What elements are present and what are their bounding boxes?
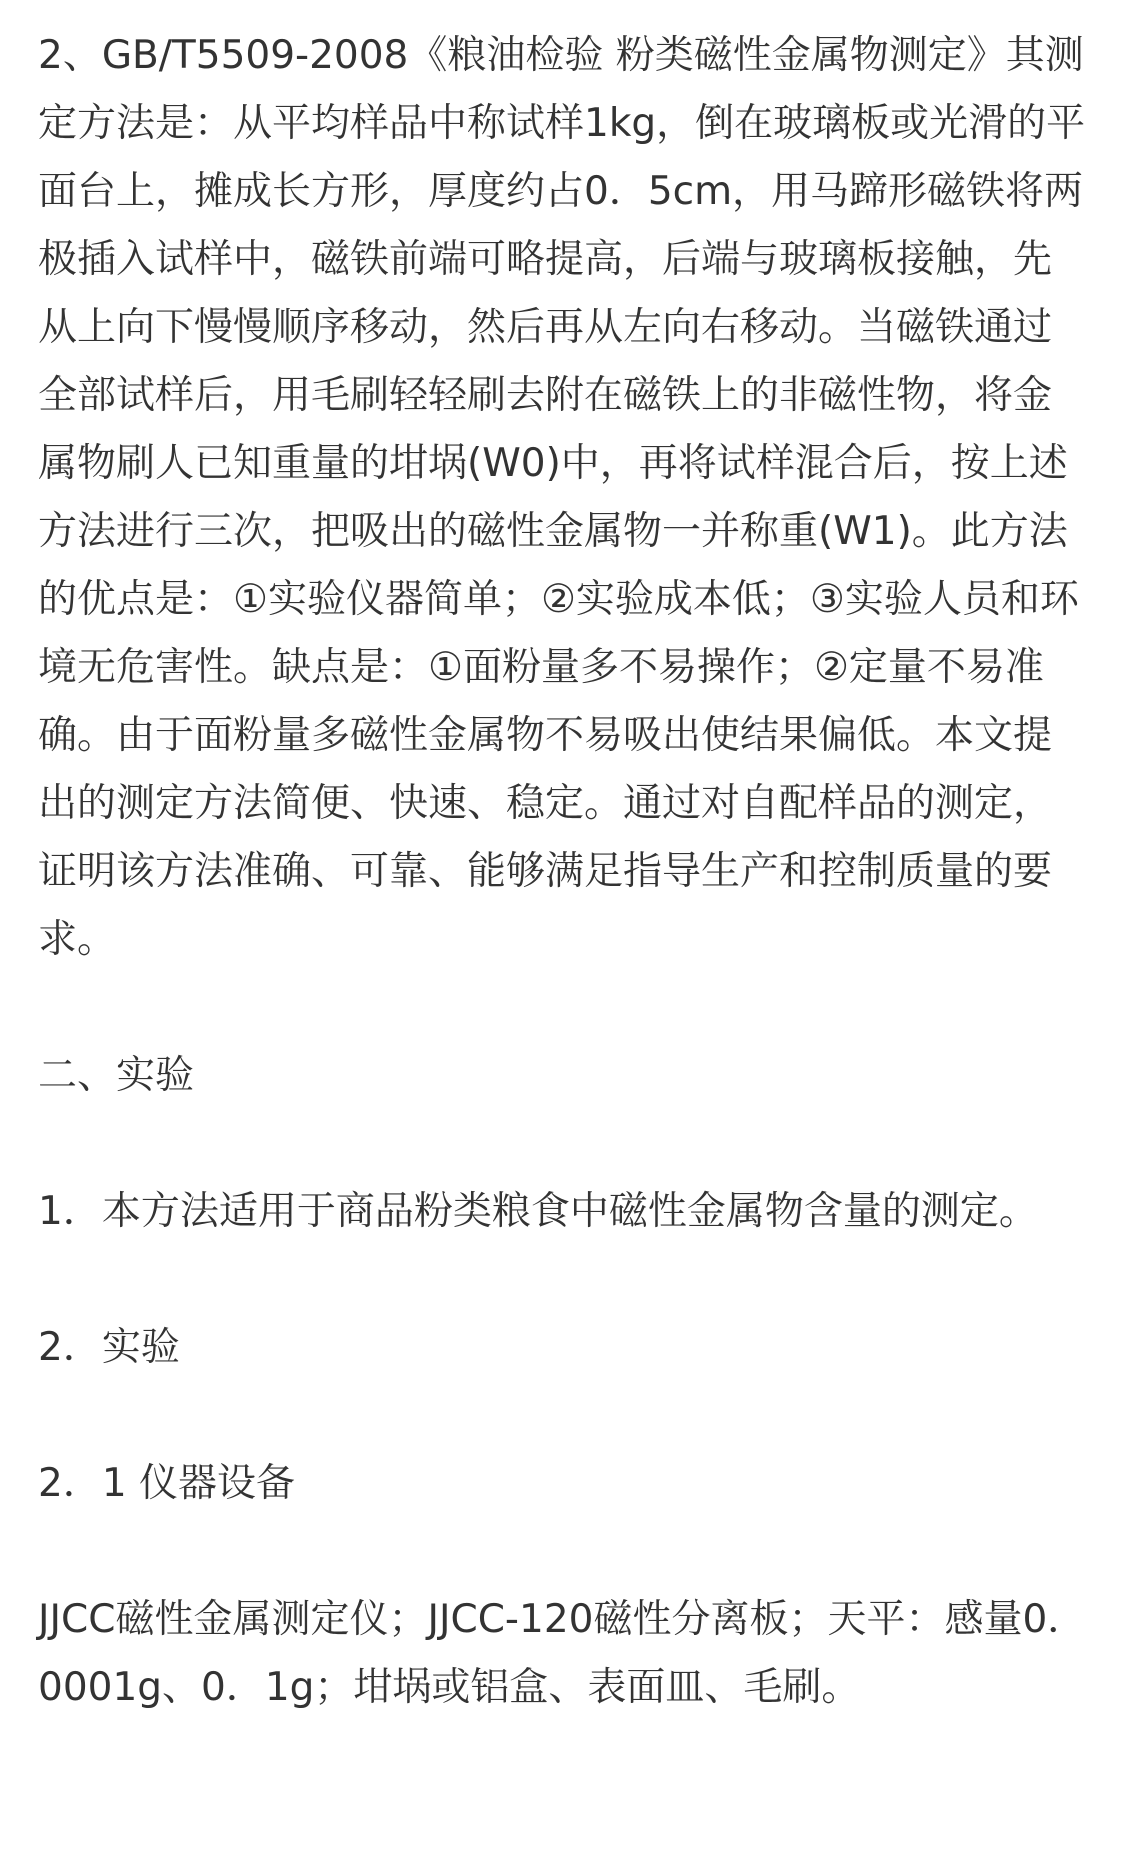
paragraph-method-description: 2、GB/T5509-2008《粮油检验 粉类磁性金属物测定》其测定方法是：从平均样品中称试样1kg，倒在玻璃板或光滑的平面台上，摊成长方形，厚度约占0．5cm，用马蹄形磁铁将两极插入试样中，磁铁前端可略提高，后端与玻璃板接触，先从上向下慢慢顺序移动，然后再从左向右移动。当磁铁通过全部试样后，用毛刷轻轻刷去附在磁铁上的非磁性物，将金属物刷人已知重量的坩埚(W0)中，再将试样混合后，按上述方法进行三次，把吸出的磁性金属物一并称重(W1)。此方法的优点是：①实验仪器简单；②实验成本低；③实验人员和环境无危害性。缺点是：①面粉量多不易操作；②定量不易准确。由于面粉量多磁性金属物不易吸出使结果偏低。本文提出的测定方法简便、快速、稳定。通过对自配样品的测定，证明该方法准确、可靠、能够满足指导生产和控制质量的要求。 (38, 33, 1086, 962)
paragraph-gap (38, 1518, 1087, 1586)
paragraph-scope: 1．本方法适用于商品粉类粮食中磁性金属物含量的测定。 (38, 1189, 1038, 1234)
subheading-experiment: 2．实验 (38, 1325, 180, 1370)
paragraph-gap (38, 1382, 1087, 1450)
paragraph-instrument-list: JJCC磁性金属测定仪；JJCC-120磁性分离板；天平：感量0．0001g、0．1g；坩埚或铝盒、表面皿、毛刷。 (38, 1597, 1087, 1710)
paragraph-gap (38, 1110, 1087, 1178)
paragraph-gap (38, 1246, 1087, 1314)
paragraph-gap (38, 974, 1087, 1042)
section-heading-experiment: 二、实验 (38, 1053, 195, 1098)
subheading-instruments: 2．1 仪器设备 (38, 1461, 296, 1506)
